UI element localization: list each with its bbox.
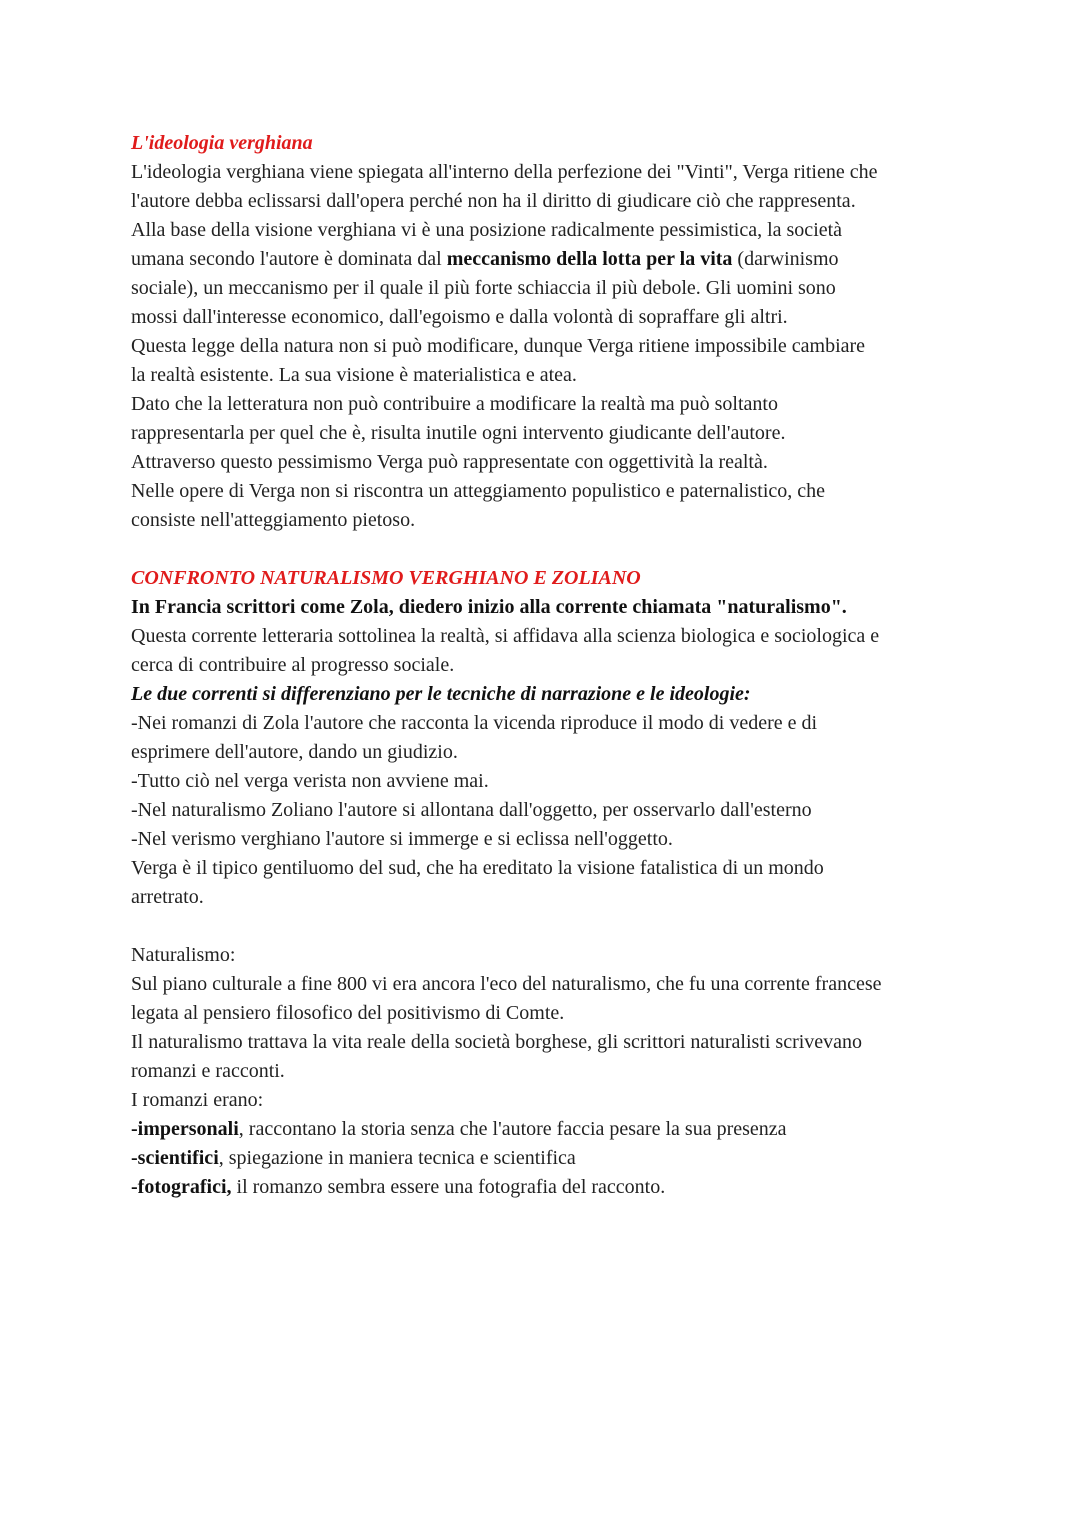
- bold-paragraph-line: In Francia scrittori come Zola, diedero inizio alla corrente chiamata "naturalismo".: [131, 596, 847, 618]
- list-item: [131, 1173, 961, 1202]
- paragraph-line: Dato che la letteratura non può contribuire a modificare la realtà ma può soltanto: [131, 393, 778, 415]
- paragraph-line: Sul piano culturale a fine 800 vi era ancora l'eco del naturalismo, che fu una corrente francese: [131, 973, 882, 995]
- bold-text-run: meccanismo della lotta per la vita: [446, 248, 733, 270]
- paragraph-line: [131, 245, 961, 274]
- paragraph-line: romanzi e racconti.: [131, 1060, 285, 1082]
- paragraph-line: Attraverso questo pessimismo Verga può rappresentate con oggettività la realtà.: [131, 451, 768, 473]
- paragraph-line: legata al pensiero filosofico del positivismo di Comte.: [131, 1002, 565, 1024]
- paragraph-line: -Nel naturalismo Zoliano l'autore si allontana dall'oggetto, per osservarlo dall'esterno: [131, 799, 812, 821]
- paragraph-line: rappresentarla per quel che è, risulta inutile ogni intervento giudicante dell'autore.: [131, 422, 786, 444]
- text-run: (darwinismo: [732, 248, 839, 270]
- paragraph-line: cerca di contribuire al progresso sociale.: [131, 654, 455, 676]
- list-item-term: -impersonali: [131, 1118, 239, 1140]
- paragraph-line: l'autore debba eclissarsi dall'opera perché non ha il diritto di giudicare ciò che rappresenta.: [131, 190, 856, 212]
- list-item-term: -scientifici: [131, 1147, 219, 1169]
- list-item: [131, 1115, 961, 1144]
- paragraph-line: Questa corrente letteraria sottolinea la realtà, si affidava alla scienza biologica e sociologica e: [131, 625, 880, 647]
- paragraph-line: L'ideologia verghiana viene spiegata all'interno della perfezione dei "Vinti", Verga ritiene che: [131, 161, 878, 183]
- paragraph-line: -Nei romanzi di Zola l'autore che racconta la vicenda riproduce il modo di vedere e di: [131, 712, 818, 734]
- paragraph-line: Alla base della visione verghiana vi è una posizione radicalmente pessimistica, la società: [131, 219, 843, 241]
- paragraph-line: la realtà esistente. La sua visione è materialistica e atea.: [131, 364, 577, 386]
- paragraph-line: Nelle opere di Verga non si riscontra un atteggiamento populistico e paternalistico, che: [131, 480, 826, 502]
- paragraph-line: sociale), un meccanismo per il quale il più forte schiaccia il più debole. Gli uomini sono: [131, 277, 836, 299]
- paragraph-line: -Nel verismo verghiano l'autore si immerge e si eclissa nell'oggetto.: [131, 828, 673, 850]
- section-title-naturalismo: Naturalismo:: [131, 944, 236, 966]
- paragraph-line: I romanzi erano:: [131, 1089, 264, 1111]
- paragraph-line: esprimere dell'autore, dando un giudizio.: [131, 741, 458, 763]
- text-run: umana secondo l'autore è dominata dal: [131, 248, 447, 270]
- paragraph-line: arretrato.: [131, 886, 204, 908]
- section-title-confronto: CONFRONTO NATURALISMO VERGHIANO E ZOLIANO: [131, 567, 641, 589]
- paragraph-line: mossi dall'interesse economico, dall'egoismo e dalla volontà di sopraffare gli altri.: [131, 306, 788, 328]
- spacer: [131, 535, 961, 564]
- list-item-text: , raccontano la storia senza che l'autore faccia pesare la sua presenza: [238, 1118, 787, 1140]
- paragraph-line: Il naturalismo trattava la vita reale della società borghese, gli scrittori naturalisti scrivevano: [131, 1031, 863, 1053]
- paragraph-line: Verga è il tipico gentiluomo del sud, che ha ereditato la visione fatalistica di un mondo: [131, 857, 824, 879]
- bold-italic-paragraph-line: Le due correnti si differenziano per le tecniche di narrazione e le ideologie:: [131, 683, 751, 705]
- spacer: [131, 912, 961, 941]
- list-item-text: , spiegazione in maniera tecnica e scientifica: [218, 1147, 576, 1169]
- list-item-text: il romanzo sembra essere una fotografia del racconto.: [231, 1176, 666, 1198]
- paragraph-line: consiste nell'atteggiamento pietoso.: [131, 509, 416, 531]
- document-page: [131, 129, 961, 1202]
- paragraph-line: -Tutto ciò nel verga verista non avviene mai.: [131, 770, 489, 792]
- paragraph-line: Questa legge della natura non si può modificare, dunque Verga ritiene impossibile cambiare: [131, 335, 866, 357]
- list-item: [131, 1144, 961, 1173]
- list-item-term: -fotografici,: [131, 1176, 232, 1198]
- section-title-ideologia: L'ideologia verghiana: [131, 132, 313, 154]
